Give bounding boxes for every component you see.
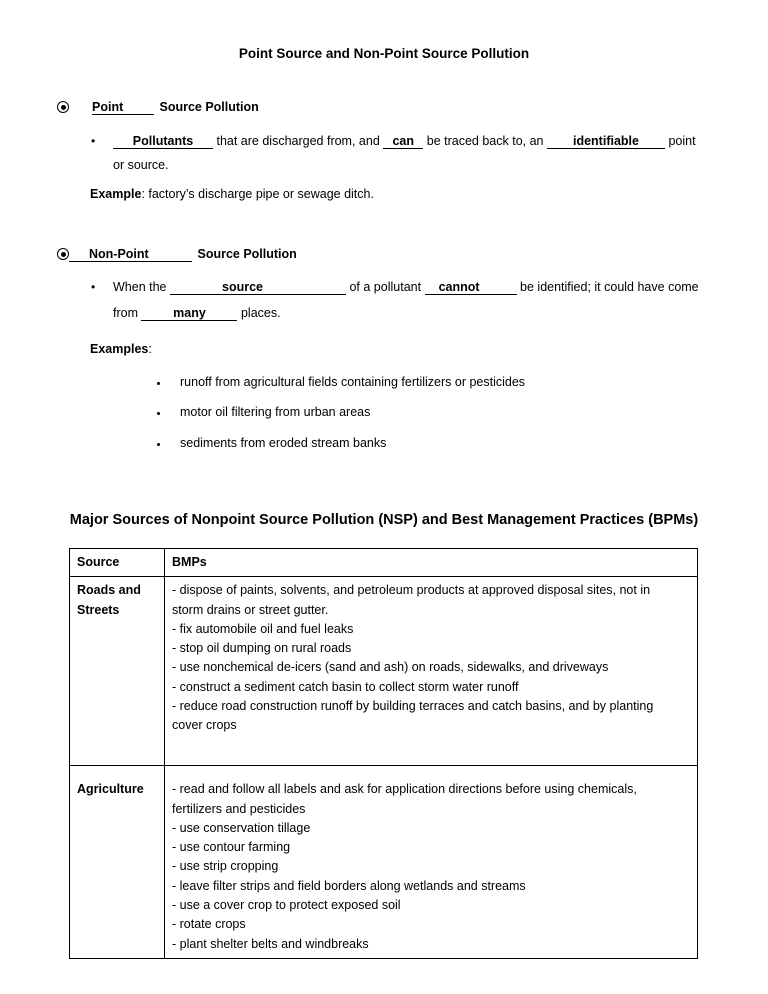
bmp-line: - use conservation tillage bbox=[172, 820, 311, 835]
source-line: Agriculture bbox=[77, 782, 144, 797]
bmp-line: - use a cover crop to protect exposed soil bbox=[172, 898, 401, 913]
bmp-line: fertilizers and pesticides bbox=[172, 801, 306, 816]
table-title: Major Sources of Nonpoint Source Pollution (NSP) and Best Management Practices (BPMs) bbox=[69, 512, 699, 528]
point-example-label: Example bbox=[90, 187, 142, 201]
bmp-line: - leave filter strips and field borders along wetlands and streams bbox=[172, 878, 526, 893]
bmps-cell bbox=[165, 577, 698, 766]
nonpoint-examples-label bbox=[90, 342, 152, 356]
nonpoint-blank: Non-Point bbox=[69, 247, 192, 262]
nonpoint-bullet-line1 bbox=[113, 280, 699, 295]
bmp-line: - use contour farming bbox=[172, 840, 291, 855]
example-item: runoff from agricultural fields containing fertilizers or pesticides bbox=[180, 375, 526, 389]
bullet-dot-icon bbox=[157, 412, 160, 415]
nonpoint-heading bbox=[69, 247, 297, 262]
nonpoint-bullet-text1: of a pollutant bbox=[349, 280, 422, 294]
point-example-text: : factory’s discharge pipe or sewage ditch. bbox=[141, 187, 374, 201]
point-blank: Point bbox=[92, 100, 154, 115]
circle-bullet-icon bbox=[57, 248, 69, 260]
bmp-line: - fix automobile oil and fuel leaks bbox=[172, 621, 354, 636]
circle-bullet-icon bbox=[57, 101, 69, 113]
table-row bbox=[70, 766, 698, 959]
bullet-dot-icon: • bbox=[91, 280, 96, 294]
bmp-line: - stop oil dumping on rural roads bbox=[172, 641, 352, 656]
nonpoint-heading-text: Source Pollution bbox=[197, 247, 297, 261]
page-title: Point Source and Non-Point Source Pollution bbox=[238, 46, 530, 61]
bmp-line: - use strip cropping bbox=[172, 859, 279, 874]
bmp-table bbox=[69, 548, 698, 959]
point-bullet-text2: be traced back to, an bbox=[426, 134, 544, 148]
example-item: motor oil filtering from urban areas bbox=[180, 405, 371, 419]
table-header-row bbox=[70, 549, 698, 577]
bullet-dot-icon bbox=[157, 382, 160, 385]
examples-colon: : bbox=[148, 342, 152, 356]
example-item: sediments from eroded stream banks bbox=[180, 436, 387, 450]
bmp-line: - reduce road construction runoff by building terraces and catch basins, and by planting bbox=[172, 699, 654, 714]
point-blank-can: can bbox=[383, 134, 423, 149]
table-row bbox=[70, 577, 698, 766]
header-bmps: BMPs bbox=[165, 549, 698, 577]
nonpoint-bullet-text3: from bbox=[113, 306, 138, 320]
bmp-line: storm drains or street gutter. bbox=[172, 602, 329, 617]
examples-label: Examples bbox=[90, 342, 149, 356]
bmp-line: - read and follow all labels and ask for application directions before using chemicals, bbox=[172, 782, 637, 797]
bmp-line: cover crops bbox=[172, 718, 237, 733]
bmp-line: - rotate crops bbox=[172, 917, 246, 932]
point-bullet-line2: or source. bbox=[113, 158, 169, 172]
point-bullet-text1: that are discharged from, and bbox=[216, 134, 380, 148]
nonpoint-bullet-line2 bbox=[113, 306, 281, 321]
bmp-line: - plant shelter belts and windbreaks bbox=[172, 936, 369, 951]
bmps-cell bbox=[165, 766, 698, 959]
bmp-line: - dispose of paints, solvents, and petroleum products at approved disposal sites, not in bbox=[172, 583, 651, 598]
nonpoint-blank-source: source bbox=[170, 280, 346, 295]
header-source: Source bbox=[70, 549, 165, 577]
point-blank-pollutants: Pollutants bbox=[113, 134, 213, 149]
point-example bbox=[90, 187, 374, 201]
bmp-line: - use nonchemical de-icers (sand and ash) on roads, sidewalks, and driveways bbox=[172, 660, 609, 675]
bmp-line: - construct a sediment catch basin to collect storm water runoff bbox=[172, 679, 519, 694]
bullet-dot-icon bbox=[157, 443, 160, 446]
point-blank-identifiable: identifiable bbox=[547, 134, 665, 149]
nonpoint-bullet-text4: places. bbox=[240, 306, 281, 320]
point-heading-text: Source Pollution bbox=[159, 100, 259, 114]
nonpoint-bullet-text2: be identified; it could have come bbox=[520, 280, 699, 294]
point-heading bbox=[92, 100, 259, 115]
nonpoint-blank-many: many bbox=[141, 306, 237, 321]
point-bullet-line1 bbox=[113, 134, 696, 149]
source-line: Streets bbox=[77, 602, 120, 617]
source-line: Roads and bbox=[77, 583, 141, 598]
source-cell bbox=[70, 766, 165, 959]
nonpoint-bullet-text0: When the bbox=[113, 280, 167, 294]
nonpoint-blank-cannot: cannot bbox=[425, 280, 517, 295]
point-bullet-text3: point bbox=[668, 134, 696, 148]
source-cell bbox=[70, 577, 165, 766]
bullet-dot-icon: • bbox=[91, 134, 96, 148]
